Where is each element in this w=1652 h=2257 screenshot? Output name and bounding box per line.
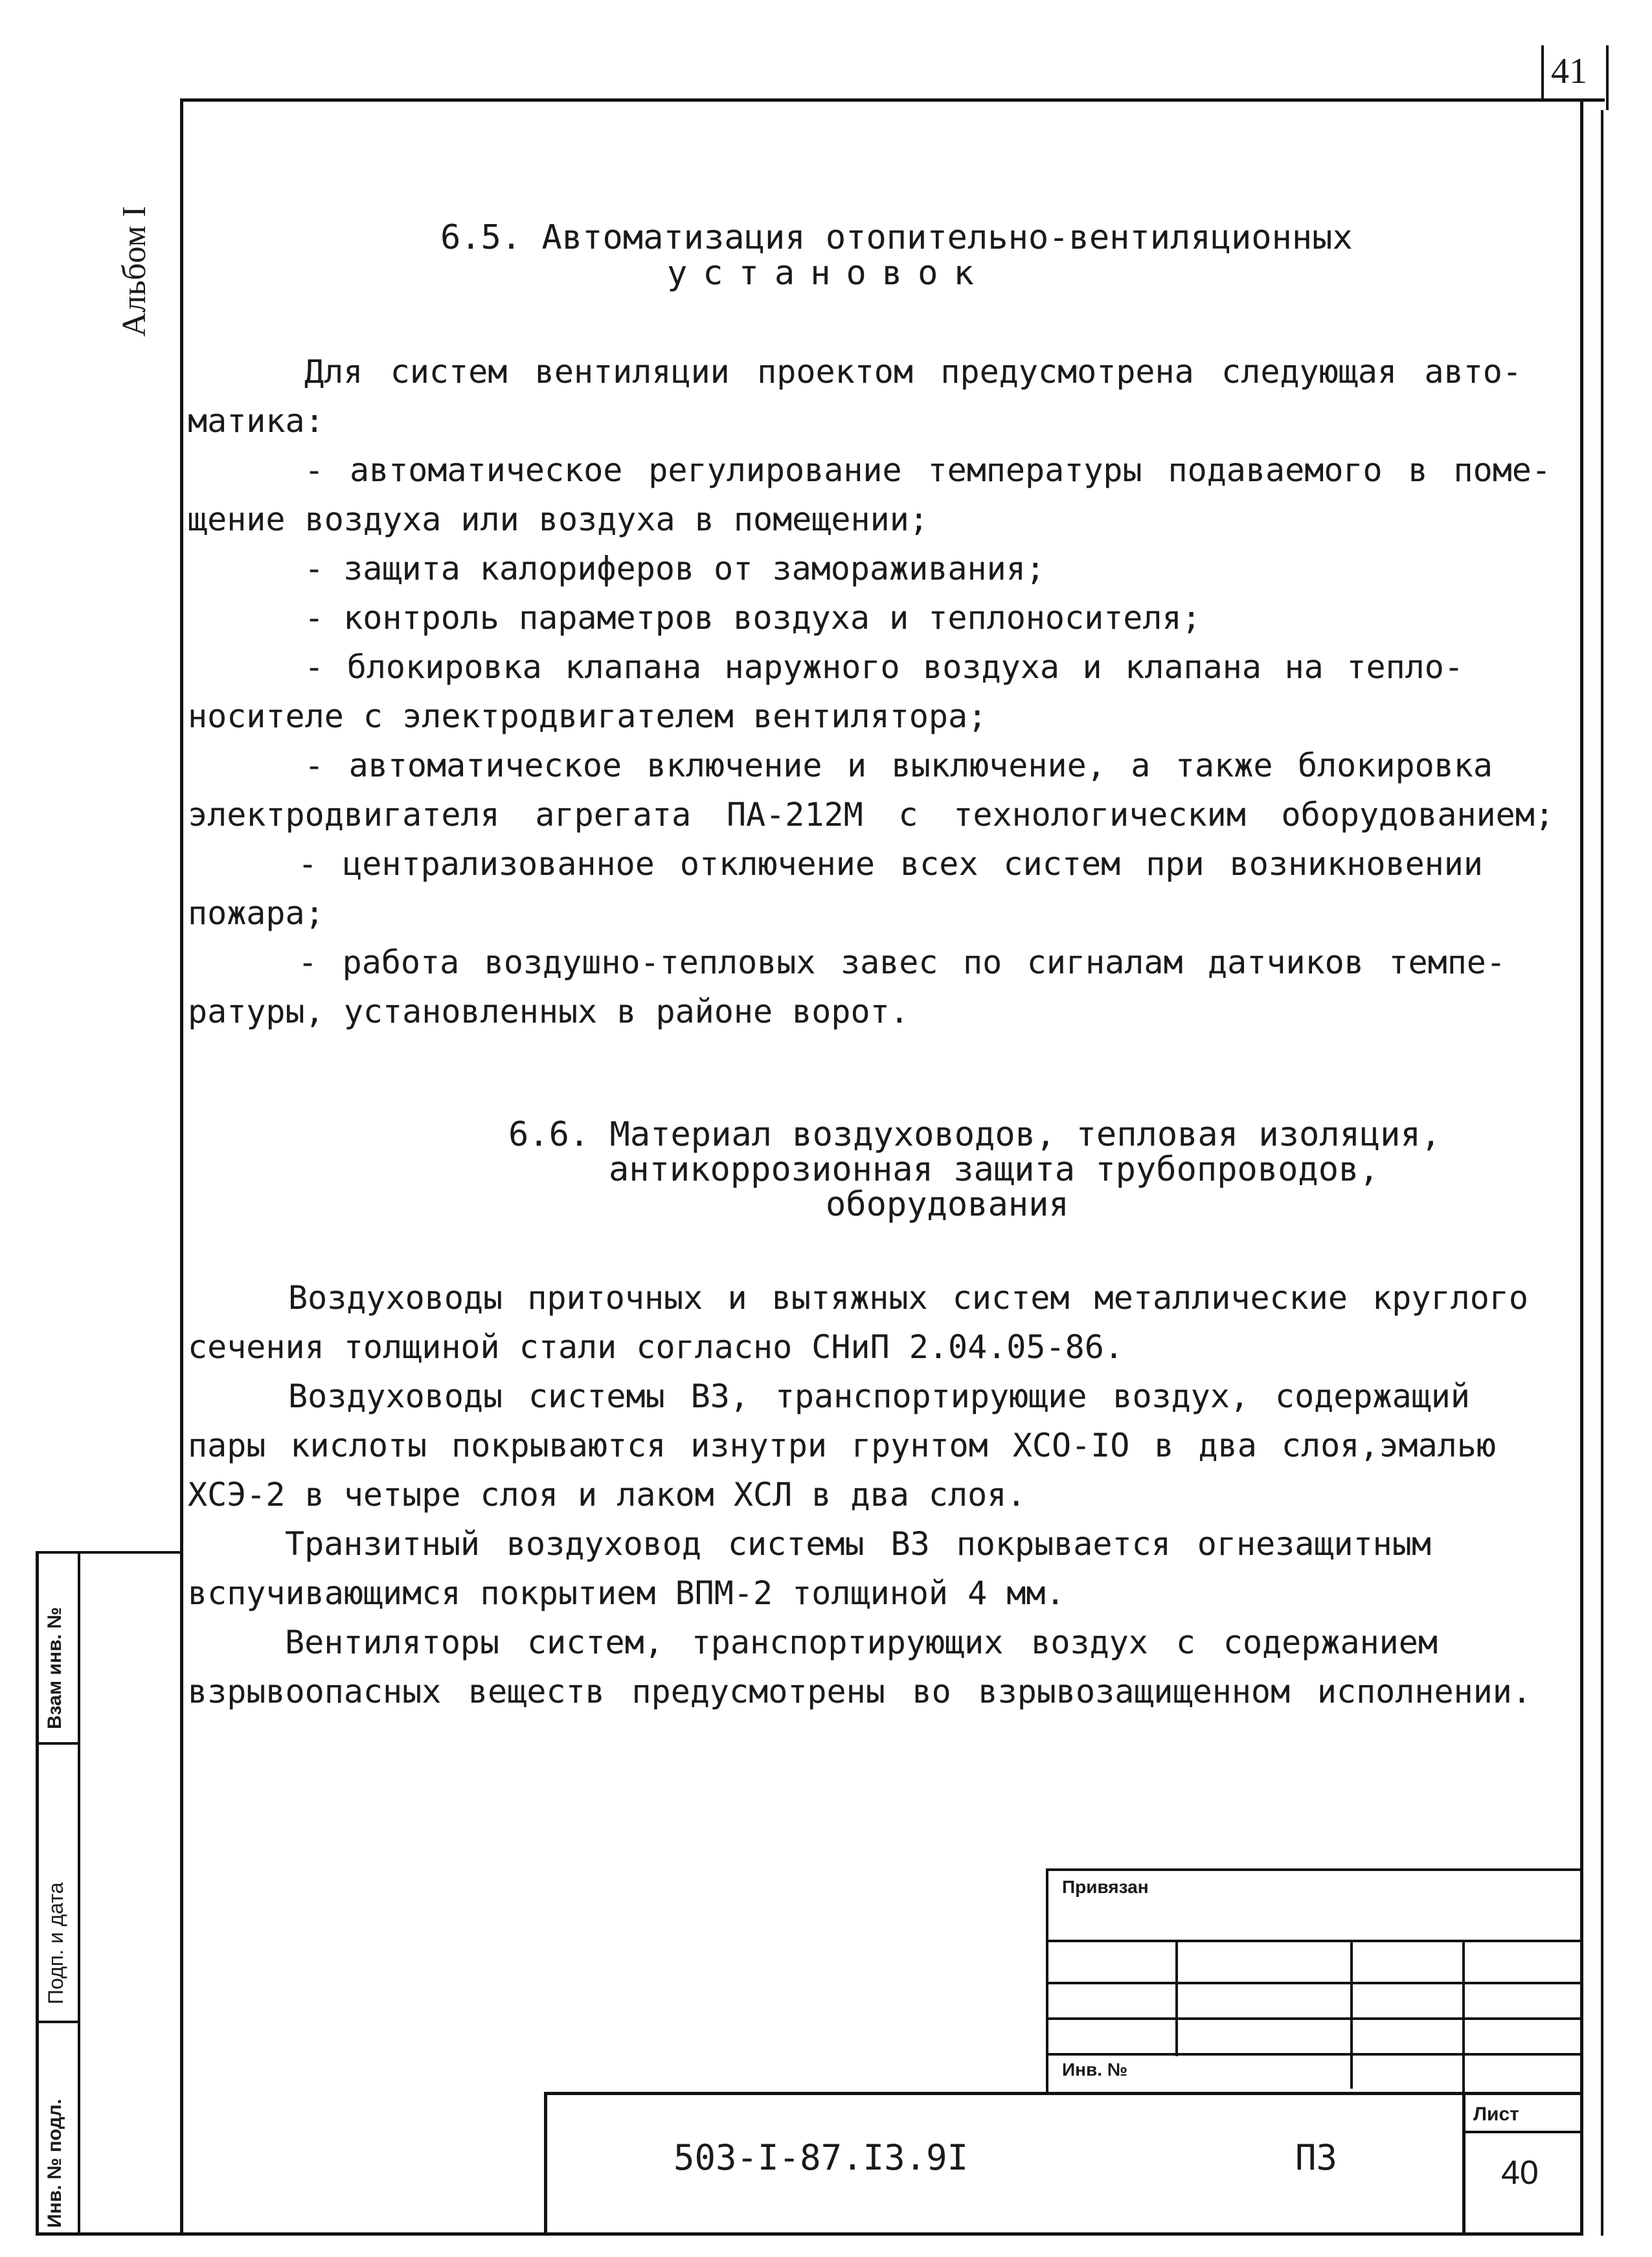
section-6-6-para-2b: пары кислоты покрываются изнутри грунтом ХСО-IО в два слоя,эмалью (188, 1427, 1496, 1464)
section-6-5-title-line2: установок (667, 254, 990, 293)
section-6-5-item-4b: носителе с электродвигателем вентилятора; (188, 698, 988, 735)
pagenum-box-left (1541, 45, 1544, 101)
stamp-col-1 (1175, 1940, 1178, 2056)
page-number-top: 41 (1551, 51, 1587, 91)
section-6-5-intro-line2: матика: (188, 402, 324, 440)
frame-left (180, 98, 183, 2236)
strip-label-vzam: Взам инв. № (44, 1607, 65, 1729)
stamp-doc-code: 503-I-87.I3.9I (673, 2137, 969, 2178)
section-6-6-para-4b: взрывоопасных веществ предусмотрены во взрывозащищенном исполнении. (188, 1673, 1532, 1710)
section-6-5-item-7a: - работа воздушно-тепловых завес по сигналам датчиков темпе- (298, 944, 1506, 981)
stamp-row-1 (1046, 1940, 1582, 1942)
pagenum-box-right (1606, 45, 1609, 110)
stamp-col-3 (1462, 1940, 1465, 2095)
strip-top (36, 1551, 183, 1554)
section-6-6-para-2a: Воздуховоды системы В3, транспортирующие воздух, содержащий (288, 1378, 1470, 1415)
stamp-sheet-number: 40 (1501, 2154, 1539, 2192)
section-6-6-para-4a: Вентиляторы систем, транспортирующих воздух с содержанием (285, 1624, 1438, 1661)
frame-right-outer (1601, 110, 1603, 2236)
stamp-left-upper (1046, 1868, 1048, 2092)
section-6-5-title-line1: 6.5. Автоматизация отопительно-вентиляционных (440, 218, 1353, 257)
section-6-5-item-4a: - блокировка клапана наружного воздуха и клапана на тепло- (304, 648, 1464, 686)
section-6-5-item-5b: электродвигателя агрегата ПА-212М с технологическим оборудованием; (188, 796, 1554, 834)
strip-inner (78, 1551, 80, 2236)
stamp-privyazan: Привязан (1062, 1877, 1149, 1897)
stamp-inv-no: Инв. № (1062, 2059, 1128, 2080)
stamp-sheet-div (1462, 2131, 1582, 2133)
section-6-5-item-1b: щение воздуха или воздуха в помещении; (188, 501, 929, 538)
section-6-5-item-5a: - автоматическое включение и выключение, а также блокировка (304, 747, 1493, 784)
strip-label-podp: Подп. и дата (44, 1882, 67, 2004)
section-6-5-item-1a: - автоматическое регулирование температуры подаваемого в поме- (304, 451, 1551, 489)
section-6-5-item-6a: - централизованное отключение всех систем при возникновении (298, 845, 1483, 883)
strip-label-inv-podl: Инв. № подл. (44, 2098, 65, 2228)
section-6-6-para-3b: вспучивающимся покрытием ВПМ-2 толщиной 4 мм. (188, 1574, 1065, 1612)
section-6-5-item-6b: пожара; (188, 894, 324, 932)
section-6-6-title-line3: оборудования (826, 1185, 1069, 1224)
section-6-5-item-7b: ратуры, установленных в районе ворот. (188, 993, 909, 1030)
stamp-row-4 (1046, 2053, 1582, 2056)
strip-div-2 (36, 2021, 80, 2023)
stamp-main-left (544, 2092, 547, 2236)
section-6-6-para-1b: сечения толщиной стали согласно СНиП 2.04.05-86. (188, 1328, 1124, 1366)
section-6-5-item-3: - контроль параметров воздуха и теплоносителя; (304, 599, 1201, 637)
frame-right (1580, 98, 1583, 2236)
stamp-main-top (544, 2092, 1582, 2095)
section-6-6-para-2c: ХСЭ-2 в четыре слоя и лаком ХСЛ в два слоя. (188, 1476, 1026, 1514)
section-6-6-title-line1: 6.6. Материал воздуховодов, тепловая изоляция, (508, 1115, 1442, 1154)
stamp-sheet-col (1462, 2092, 1465, 2236)
stamp-col-2 (1350, 1940, 1353, 2089)
stamp-sheet-label: Лист (1473, 2104, 1519, 2125)
strip-div-1 (36, 1742, 80, 1745)
section-6-5-intro-line1: Для систем вентиляции проектом предусмотрена следующая авто- (304, 353, 1522, 391)
section-6-6-para-3a: Транзитный воздуховод системы В3 покрывается огнезащитным (285, 1525, 1431, 1563)
section-6-6-title-line2: антикоррозионная защита трубопроводов, (609, 1150, 1379, 1189)
section-6-5-item-2: - защита калориферов от замораживания; (304, 550, 1045, 587)
frame-top (180, 98, 1605, 102)
stamp-row-3 (1046, 2017, 1582, 2020)
frame-bottom (36, 2232, 1583, 2236)
stamp-doc-type: ПЗ (1295, 2137, 1338, 2178)
section-6-6-para-1a: Воздуховоды приточных и вытяжных систем металлические круглого (288, 1279, 1528, 1317)
strip-outer-left (36, 1551, 39, 2236)
album-label: Альбом I (116, 206, 153, 337)
stamp-row-2 (1046, 1982, 1582, 1984)
stamp-top (1046, 1868, 1582, 1871)
